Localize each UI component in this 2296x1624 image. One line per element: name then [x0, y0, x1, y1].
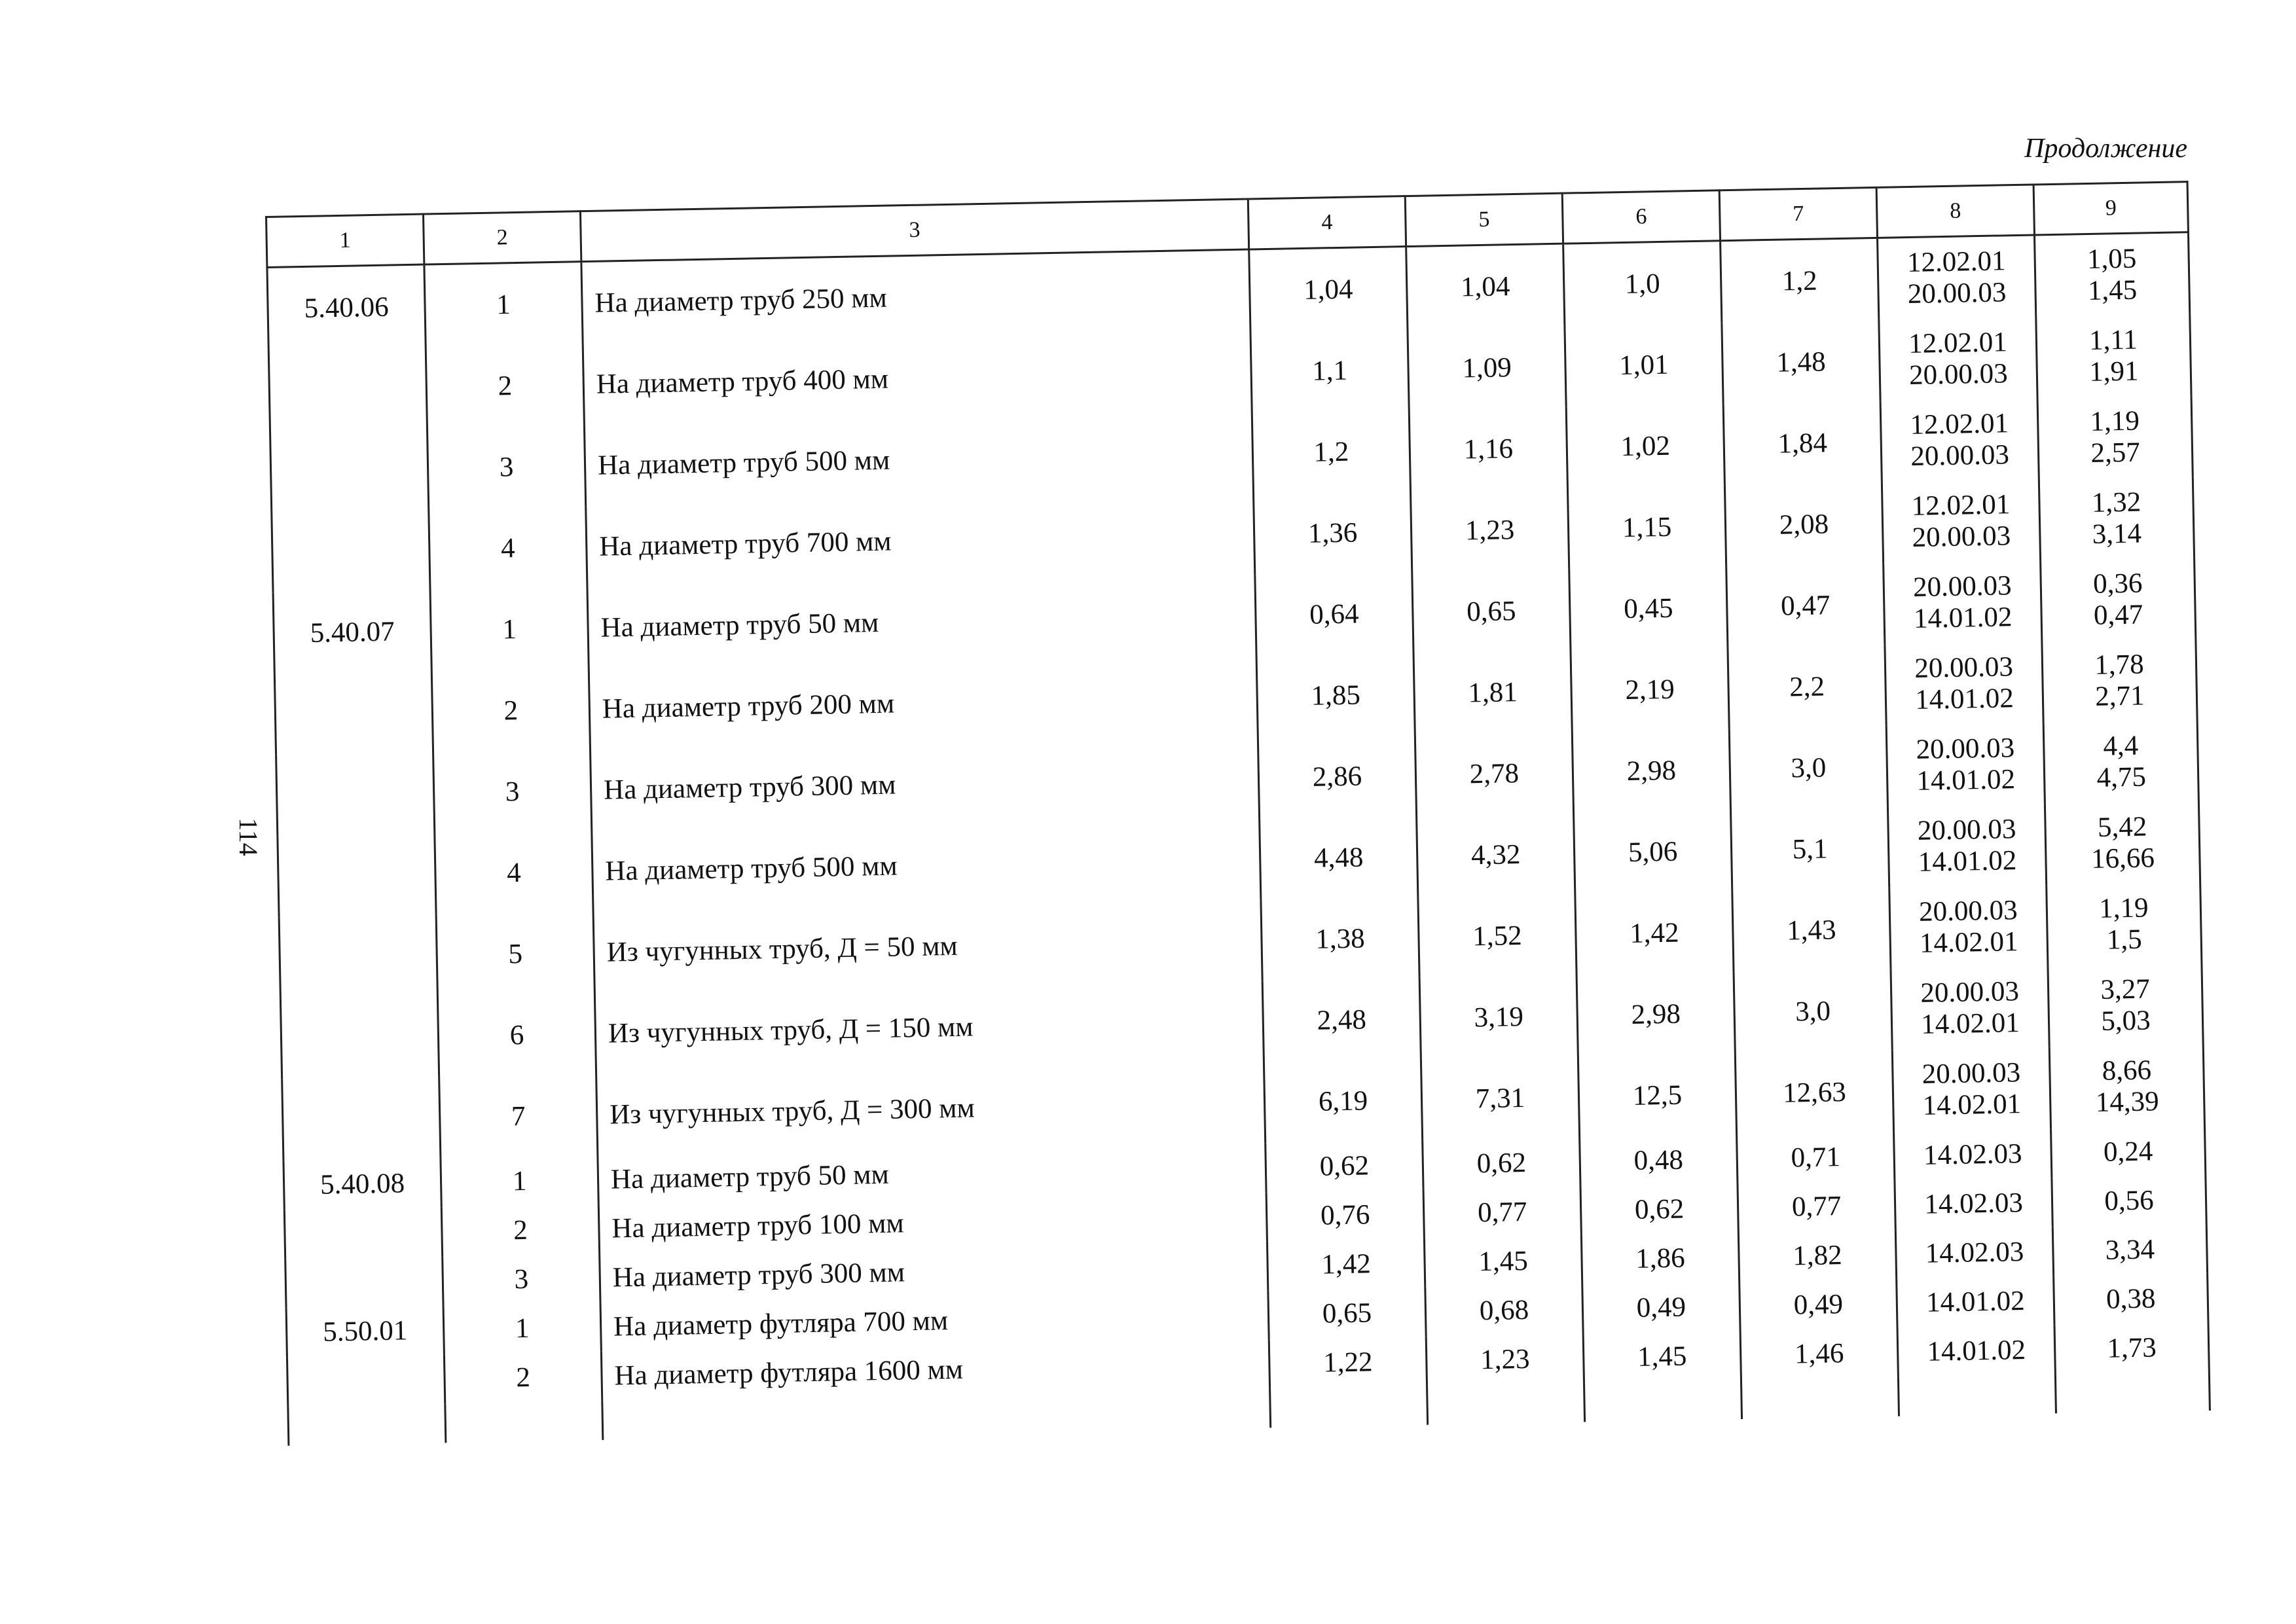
- cell-desc: На диаметр труб 500 мм: [592, 818, 1261, 912]
- cell-col6: 1,42: [1575, 891, 1734, 975]
- cell-col6: 2,19: [1571, 647, 1729, 731]
- cell-col9-top: 1,11: [2088, 324, 2138, 356]
- cell-col8-top: 12.02.01: [1911, 489, 2011, 522]
- cell-col8: [1885, 641, 2043, 725]
- cell-col7: 1,46: [1740, 1328, 1898, 1380]
- cell-col9: [2045, 801, 2200, 885]
- cell-num: 5: [436, 912, 594, 996]
- cell-col5: 2,78: [1415, 732, 1573, 816]
- cell-col8: [1892, 1047, 2050, 1131]
- cell-col8: 14.02.03: [1895, 1227, 2053, 1278]
- cell-col9-bottom: 0,47: [2093, 599, 2143, 631]
- cell-col5: 0,62: [1423, 1137, 1580, 1189]
- cell-desc: На диаметр труб 400 мм: [583, 331, 1252, 425]
- cell-col8-top: 12.02.01: [1910, 408, 2009, 441]
- cell-col4: 2,86: [1258, 734, 1416, 818]
- cell-col8-bottom: 14.01.02: [1916, 764, 2016, 797]
- cell-col9: [2039, 477, 2194, 560]
- cell-desc: На диаметр футляра 700 мм: [600, 1290, 1269, 1352]
- empty-cell: [1427, 1382, 1585, 1424]
- cell-desc: На диаметр труб 300 мм: [591, 737, 1260, 831]
- cell-col9-bottom: 2,57: [2090, 437, 2141, 469]
- cell-code: [285, 1256, 443, 1308]
- cell-col9: 0,38: [2054, 1273, 2208, 1325]
- cell-desc: На диаметр труб 700 мм: [586, 494, 1255, 587]
- cell-col9: [2043, 720, 2198, 804]
- cell-col9-bottom: 4,75: [2096, 761, 2147, 793]
- cell-col8-top: 12.02.01: [1906, 245, 2006, 278]
- cell-col8-top: 20.00.03: [1920, 975, 2020, 1009]
- cell-col8-top: 12.02.01: [1908, 327, 2008, 359]
- cell-col7: 0,77: [1738, 1181, 1895, 1233]
- cell-col9: [2034, 232, 2189, 317]
- cell-col5: 1,23: [1426, 1333, 1584, 1385]
- cell-col9-top: 0,36: [2092, 568, 2143, 600]
- cell-col8: [1887, 804, 2046, 888]
- cell-col6: 1,86: [1581, 1233, 1739, 1284]
- empty-cell: [445, 1401, 603, 1443]
- cell-col8-bottom: 14.02.01: [1922, 1089, 2022, 1121]
- cell-col8: [1884, 560, 2042, 644]
- cell-col4: 1,36: [1254, 491, 1412, 575]
- cell-col9-top: 4,4: [2103, 730, 2139, 762]
- cell-col8-bottom: 14.02.01: [1919, 926, 2018, 959]
- cell-desc: На диаметр труб 500 мм: [584, 412, 1253, 506]
- cell-col9-bottom: 2,71: [2094, 680, 2145, 712]
- cell-col4: 0,62: [1266, 1140, 1423, 1192]
- cell-col9: 0,56: [2052, 1175, 2206, 1227]
- cell-col9: [2037, 395, 2193, 479]
- cell-code: [274, 671, 433, 755]
- column-header: 2: [423, 211, 581, 264]
- cell-col7: 1,82: [1738, 1230, 1896, 1282]
- column-header: 7: [1719, 187, 1877, 240]
- cell-col7: 1,48: [1722, 320, 1880, 404]
- column-header: 5: [1405, 193, 1563, 246]
- cell-col9: 3,34: [2052, 1224, 2207, 1276]
- cell-code: [270, 428, 429, 512]
- data-table-container: [265, 181, 2209, 1445]
- cell-col4: 0,64: [1255, 572, 1413, 656]
- cell-col5: 1,04: [1406, 244, 1565, 329]
- cell-col5: 3,19: [1419, 975, 1578, 1058]
- cell-col9-bottom: 5,03: [2100, 1005, 2151, 1037]
- cell-num: 2: [444, 1352, 602, 1403]
- cell-code: 5.50.01: [286, 1305, 444, 1357]
- cell-col9: [2042, 639, 2197, 723]
- cell-col9-top: 1,05: [2086, 243, 2137, 275]
- page-number: 114: [233, 818, 263, 856]
- cell-num: 1: [424, 262, 583, 347]
- cell-code: [272, 509, 430, 592]
- cell-col6: 0,45: [1569, 566, 1728, 650]
- cell-col7: 1,2: [1721, 238, 1879, 323]
- cell-col9-bottom: 1,45: [2087, 274, 2138, 306]
- cell-col8-bottom: 20.00.03: [1907, 277, 2007, 310]
- cell-num: 3: [443, 1254, 600, 1305]
- cell-col6: 1,02: [1566, 404, 1724, 488]
- cell-num: 4: [429, 506, 587, 590]
- cell-code: [280, 996, 439, 1079]
- cell-code: 5.40.07: [273, 590, 431, 674]
- cell-col6: 2,98: [1576, 972, 1735, 1056]
- cell-col8-top: 20.00.03: [1922, 1056, 2021, 1090]
- cell-col4: 1,38: [1261, 897, 1419, 981]
- cell-col4: 2,48: [1262, 978, 1421, 1062]
- cell-col6: 0,62: [1580, 1183, 1738, 1235]
- cell-col9: [2036, 314, 2191, 398]
- cell-num: 6: [437, 993, 596, 1077]
- empty-cell: [2055, 1371, 2210, 1413]
- cell-desc: На диаметр труб 50 мм: [587, 575, 1256, 668]
- cell-col4: 1,42: [1267, 1238, 1425, 1290]
- cell-col6: 0,48: [1580, 1134, 1738, 1186]
- cell-code: 5.40.06: [267, 264, 426, 350]
- cell-col9: [2041, 558, 2196, 641]
- cell-col4: 1,85: [1256, 653, 1415, 737]
- cell-col8: 14.02.03: [1894, 1128, 2052, 1180]
- empty-cell: [288, 1403, 446, 1445]
- cell-desc: На диаметр труб 200 мм: [589, 656, 1258, 749]
- cell-col7: 1,84: [1723, 401, 1882, 485]
- cell-col8: [1878, 235, 2036, 320]
- empty-cell: [1898, 1374, 2056, 1416]
- cell-col9-top: 5,42: [2097, 811, 2147, 843]
- cell-code: [268, 347, 427, 431]
- cell-col9-top: 1,32: [2091, 486, 2141, 518]
- data-table: [265, 181, 2211, 1446]
- cell-col8: [1882, 479, 2040, 563]
- cell-col8-bottom: 20.00.03: [1908, 358, 2009, 391]
- cell-code: [278, 833, 436, 917]
- cell-col8-bottom: 20.00.03: [1910, 439, 2010, 472]
- cell-col4: 1,1: [1250, 329, 1409, 412]
- cell-col9-bottom: 1,5: [2106, 924, 2143, 956]
- table-body: [267, 232, 2210, 1446]
- cell-col9: [2047, 882, 2202, 966]
- cell-col5: 1,16: [1409, 407, 1567, 491]
- cell-num: 2: [441, 1204, 599, 1256]
- cell-col7: 0,71: [1737, 1132, 1895, 1183]
- cell-col4: 1,04: [1249, 247, 1408, 332]
- cell-col4: 0,65: [1268, 1288, 1426, 1339]
- cell-col7: 2,2: [1728, 645, 1886, 729]
- cell-num: 2: [426, 344, 584, 427]
- column-header: 1: [266, 214, 424, 267]
- cell-desc: На диаметр труб 50 мм: [598, 1143, 1266, 1204]
- cell-col9-bottom: 16,66: [2090, 842, 2155, 875]
- cell-col5: 7,31: [1421, 1056, 1579, 1140]
- empty-cell: [1741, 1377, 1899, 1419]
- cell-col8: [1880, 398, 2039, 482]
- cell-col9-top: 3,27: [2100, 973, 2151, 1005]
- cell-num: 7: [439, 1074, 598, 1158]
- cell-code: [284, 1207, 442, 1259]
- cell-col6: 1,45: [1583, 1331, 1741, 1382]
- cell-num: 1: [430, 587, 589, 671]
- column-header: 3: [580, 199, 1248, 262]
- cell-col5: 1,23: [1410, 488, 1569, 572]
- cell-col8-bottom: 14.01.02: [1914, 683, 2014, 715]
- cell-col7: 0,47: [1726, 564, 1885, 647]
- column-header: 6: [1562, 190, 1720, 244]
- cell-col6: 0,49: [1582, 1282, 1740, 1333]
- cell-num: 2: [431, 668, 590, 752]
- continuation-label: Продолжение: [2024, 134, 2187, 164]
- cell-col7: 1,43: [1732, 888, 1891, 972]
- cell-col6: 12,5: [1578, 1053, 1736, 1137]
- cell-col7: 3,0: [1729, 726, 1887, 810]
- cell-col8-bottom: 14.01.02: [1913, 602, 2013, 634]
- column-header: 8: [1876, 185, 2034, 238]
- cell-col5: 1,81: [1413, 651, 1572, 734]
- cell-col8: 14.01.02: [1897, 1276, 2054, 1327]
- cell-col4: 4,48: [1260, 816, 1418, 899]
- cell-col9: [2049, 1045, 2204, 1128]
- column-header: 9: [2033, 182, 2188, 235]
- cell-col4: 0,76: [1266, 1189, 1424, 1241]
- cell-desc: На диаметр труб 300 мм: [600, 1241, 1268, 1303]
- cell-col8: [1879, 317, 2037, 401]
- cell-code: [282, 1077, 441, 1161]
- cell-col8: [1891, 966, 2049, 1050]
- cell-col5: 0,68: [1425, 1284, 1583, 1336]
- cell-col4: 1,22: [1269, 1337, 1427, 1388]
- cell-code: [279, 914, 437, 998]
- cell-col5: 4,32: [1417, 813, 1575, 897]
- cell-col9-top: 1,78: [2094, 649, 2145, 681]
- cell-col9-bottom: 14,39: [2095, 1086, 2160, 1118]
- cell-col6: 1,15: [1567, 485, 1726, 569]
- cell-col7: 3,0: [1734, 969, 1892, 1053]
- cell-col6: 1,0: [1563, 241, 1722, 326]
- cell-col7: 12,63: [1735, 1051, 1893, 1134]
- cell-code: [276, 752, 435, 836]
- cell-col9: [2048, 964, 2203, 1047]
- cell-col6: 1,01: [1565, 323, 1723, 406]
- cell-col8: 14.02.03: [1895, 1178, 2052, 1229]
- cell-col8-bottom: 14.01.02: [1918, 845, 2017, 878]
- cell-desc: Из чугунных труб, Д = 300 мм: [596, 1062, 1266, 1155]
- cell-col7: 2,08: [1724, 482, 1883, 566]
- cell-col8: [1889, 885, 2048, 969]
- cell-desc: Из чугунных труб, Д = 150 мм: [594, 981, 1264, 1074]
- cell-desc: На диаметр футляра 1600 мм: [601, 1339, 1269, 1401]
- cell-col5: 0,65: [1412, 569, 1571, 653]
- cell-col7: 0,49: [1740, 1279, 1897, 1331]
- empty-cell: [1270, 1386, 1428, 1428]
- cell-desc: На диаметр труб 100 мм: [598, 1192, 1267, 1254]
- cell-col9-top: 1,19: [2098, 892, 2149, 924]
- cell-num: 1: [443, 1303, 601, 1354]
- cell-col9-bottom: 1,91: [2088, 355, 2139, 388]
- cell-col9: 1,73: [2054, 1322, 2209, 1374]
- cell-col8-top: 20.00.03: [1914, 651, 2014, 684]
- cell-col7: 5,1: [1730, 807, 1889, 891]
- cell-col5: 1,45: [1424, 1235, 1582, 1287]
- cell-col4: 6,19: [1264, 1059, 1422, 1143]
- cell-col8-top: 20.00.03: [1912, 570, 2012, 603]
- cell-col8: 14.01.02: [1897, 1325, 2055, 1377]
- empty-cell: [1584, 1380, 1742, 1422]
- cell-col5: 1,52: [1418, 894, 1576, 978]
- cell-num: 4: [435, 831, 593, 914]
- cell-col5: 0,77: [1423, 1186, 1581, 1238]
- cell-col8-top: 20.00.03: [1917, 813, 2016, 846]
- cell-col8-bottom: 14.02.01: [1920, 1007, 2020, 1040]
- cell-col9: 0,24: [2051, 1126, 2206, 1178]
- cell-col6: 2,98: [1572, 729, 1730, 812]
- cell-col9-bottom: 3,14: [2092, 518, 2142, 550]
- cell-desc: На диаметр труб 250 мм: [581, 249, 1250, 344]
- column-header: 4: [1248, 196, 1406, 249]
- cell-desc: Из чугунных труб, Д = 50 мм: [593, 899, 1262, 993]
- cell-col8: [1886, 723, 2045, 806]
- cell-col9-top: 8,66: [2102, 1055, 2152, 1087]
- cell-code: 5.40.08: [283, 1158, 441, 1210]
- cell-col8-bottom: 20.00.03: [1912, 520, 2011, 553]
- cell-code: [287, 1354, 445, 1406]
- cell-num: 1: [441, 1155, 598, 1207]
- cell-num: 3: [427, 425, 585, 509]
- cell-num: 3: [433, 749, 592, 833]
- cell-col6: 5,06: [1574, 810, 1732, 893]
- cell-col4: 1,2: [1252, 410, 1410, 494]
- cell-col9-top: 1,19: [2090, 405, 2140, 437]
- cell-col5: 1,09: [1408, 326, 1566, 410]
- cell-col8-top: 20.00.03: [1916, 732, 2015, 765]
- cell-col8-top: 20.00.03: [1918, 894, 2018, 928]
